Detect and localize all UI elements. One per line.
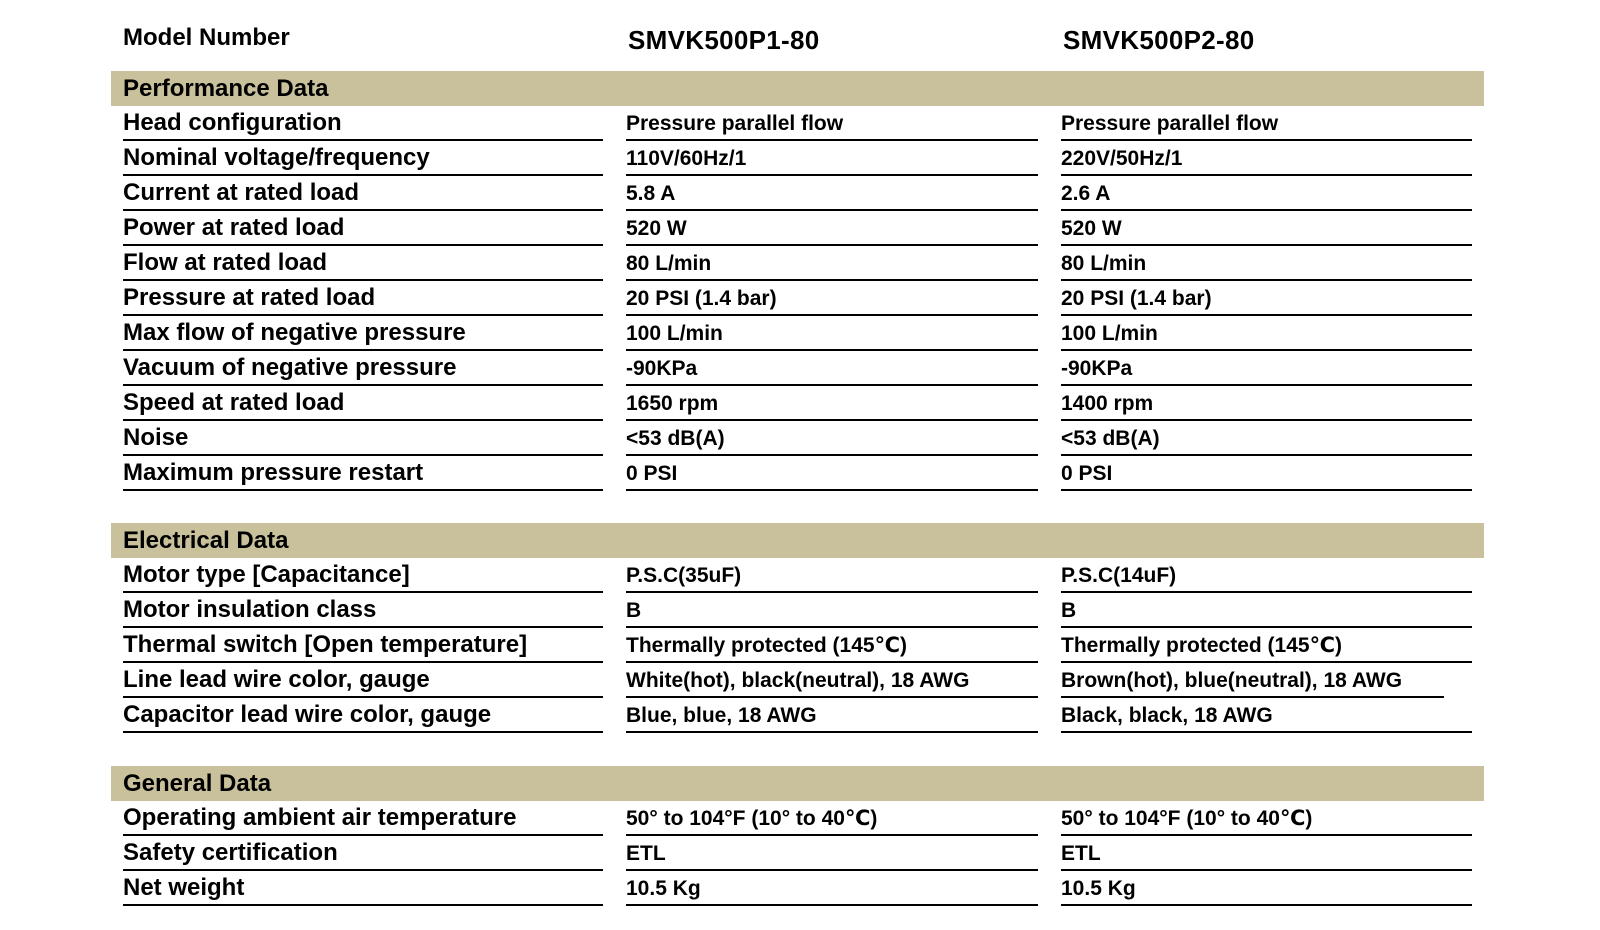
spec-row-flow — [0, 246, 1600, 281]
spec-value-model-2: 20 PSI (1.4 bar) — [1061, 281, 1472, 316]
spec-value-model-2: 220V/50Hz/1 — [1061, 141, 1472, 176]
spec-row-line-lead-wire — [0, 663, 1600, 698]
spec-label: Power at rated load — [123, 211, 603, 246]
spec-value-model-1: Thermally protected (145℃) — [626, 628, 1038, 663]
model-number-label: Model Number — [123, 24, 290, 51]
spec-label: Speed at rated load — [123, 386, 603, 421]
spec-row-max-flow-negative — [0, 316, 1600, 351]
model-number-row — [0, 20, 1600, 60]
spec-value-model-1: 5.8 A — [626, 176, 1038, 211]
spec-value-model-1: 0 PSI — [626, 456, 1038, 491]
spec-value-model-2: 100 L/min — [1061, 316, 1472, 351]
spec-label: Maximum pressure restart — [123, 456, 603, 491]
spec-row-vacuum — [0, 351, 1600, 386]
spec-row-noise — [0, 421, 1600, 456]
spec-label: Operating ambient air temperature — [123, 801, 603, 836]
spec-label: Nominal voltage/frequency — [123, 141, 603, 176]
spec-label: Line lead wire color, gauge — [123, 663, 603, 698]
spec-value-model-2: 1400 rpm — [1061, 386, 1472, 421]
spec-value-model-2: ETL — [1061, 836, 1472, 871]
spec-value-model-1: ETL — [626, 836, 1038, 871]
spec-value-model-1: -90KPa — [626, 351, 1038, 386]
spec-value-model-2: 50° to 104°F (10° to 40℃) — [1061, 801, 1472, 836]
spec-value-model-1: <53 dB(A) — [626, 421, 1038, 456]
spec-value-model-2: -90KPa — [1061, 351, 1472, 386]
spec-value-model-1: P.S.C(35uF) — [626, 558, 1038, 593]
spec-value-model-1: B — [626, 593, 1038, 628]
spec-label: Capacitor lead wire color, gauge — [123, 698, 603, 733]
spec-label: Safety certification — [123, 836, 603, 871]
spec-row-pressure — [0, 281, 1600, 316]
model-1-name: SMVK500P1-80 — [628, 25, 820, 55]
spec-value-model-1: 1650 rpm — [626, 386, 1038, 421]
spec-row-safety-certification — [0, 836, 1600, 871]
spec-label: Motor type [Capacitance] — [123, 558, 603, 593]
spec-value-model-1: Blue, blue, 18 AWG — [626, 698, 1038, 733]
spec-value-model-2: Pressure parallel flow — [1061, 106, 1472, 141]
spec-label: Vacuum of negative pressure — [123, 351, 603, 386]
spec-row-head-configuration — [0, 106, 1600, 141]
general-data-header — [111, 766, 1484, 801]
section-title: Electrical Data — [123, 527, 289, 554]
spec-value-model-2: P.S.C(14uF) — [1061, 558, 1472, 593]
spec-label: Pressure at rated load — [123, 281, 603, 316]
spec-value-model-1: 520 W — [626, 211, 1038, 246]
spec-label: Max flow of negative pressure — [123, 316, 603, 351]
spec-value-model-2: 520 W — [1061, 211, 1472, 246]
spec-label: Current at rated load — [123, 176, 603, 211]
section-title: Performance Data — [123, 75, 329, 102]
performance-data-header — [111, 71, 1484, 106]
spec-value-model-1: 100 L/min — [626, 316, 1038, 351]
spec-row-current — [0, 176, 1600, 211]
spec-label: Motor insulation class — [123, 593, 603, 628]
model-2-name: SMVK500P2-80 — [1063, 25, 1255, 55]
spec-row-ambient-temperature — [0, 801, 1600, 836]
spec-value-model-2: 80 L/min — [1061, 246, 1472, 281]
spec-row-max-pressure-restart — [0, 456, 1600, 491]
spec-value-model-1: Pressure parallel flow — [626, 106, 1038, 141]
spec-row-motor-type — [0, 558, 1600, 593]
spec-value-model-2: 10.5 Kg — [1061, 871, 1472, 906]
spec-value-model-2: 0 PSI — [1061, 456, 1472, 491]
spec-value-model-2: Brown(hot), blue(neutral), 18 AWG — [1061, 663, 1444, 698]
spec-row-thermal-switch — [0, 628, 1600, 663]
spec-value-model-1: 110V/60Hz/1 — [626, 141, 1038, 176]
spec-row-power — [0, 211, 1600, 246]
spec-label: Net weight — [123, 871, 603, 906]
spec-row-insulation-class — [0, 593, 1600, 628]
spec-label: Head configuration — [123, 106, 603, 141]
electrical-data-header — [111, 523, 1484, 558]
spec-value-model-2: Thermally protected (145℃) — [1061, 628, 1472, 663]
spec-label: Noise — [123, 421, 603, 456]
spec-value-model-1: 20 PSI (1.4 bar) — [626, 281, 1038, 316]
spec-value-model-2: B — [1061, 593, 1472, 628]
spec-value-model-1: 10.5 Kg — [626, 871, 1038, 906]
spec-row-net-weight — [0, 871, 1600, 906]
spec-value-model-1: 80 L/min — [626, 246, 1038, 281]
spec-value-model-2: <53 dB(A) — [1061, 421, 1472, 456]
spec-label: Thermal switch [Open temperature] — [123, 628, 603, 663]
spec-row-nominal-voltage — [0, 141, 1600, 176]
section-title: General Data — [123, 770, 272, 797]
spec-row-speed — [0, 386, 1600, 421]
spec-row-capacitor-lead-wire — [0, 698, 1600, 733]
spec-label: Flow at rated load — [123, 246, 603, 281]
spec-value-model-1: White(hot), black(neutral), 18 AWG — [626, 663, 1038, 698]
spec-value-model-2: 2.6 A — [1061, 176, 1472, 211]
spec-value-model-2: Black, black, 18 AWG — [1061, 698, 1472, 733]
spec-value-model-1: 50° to 104°F (10° to 40℃) — [626, 801, 1038, 836]
